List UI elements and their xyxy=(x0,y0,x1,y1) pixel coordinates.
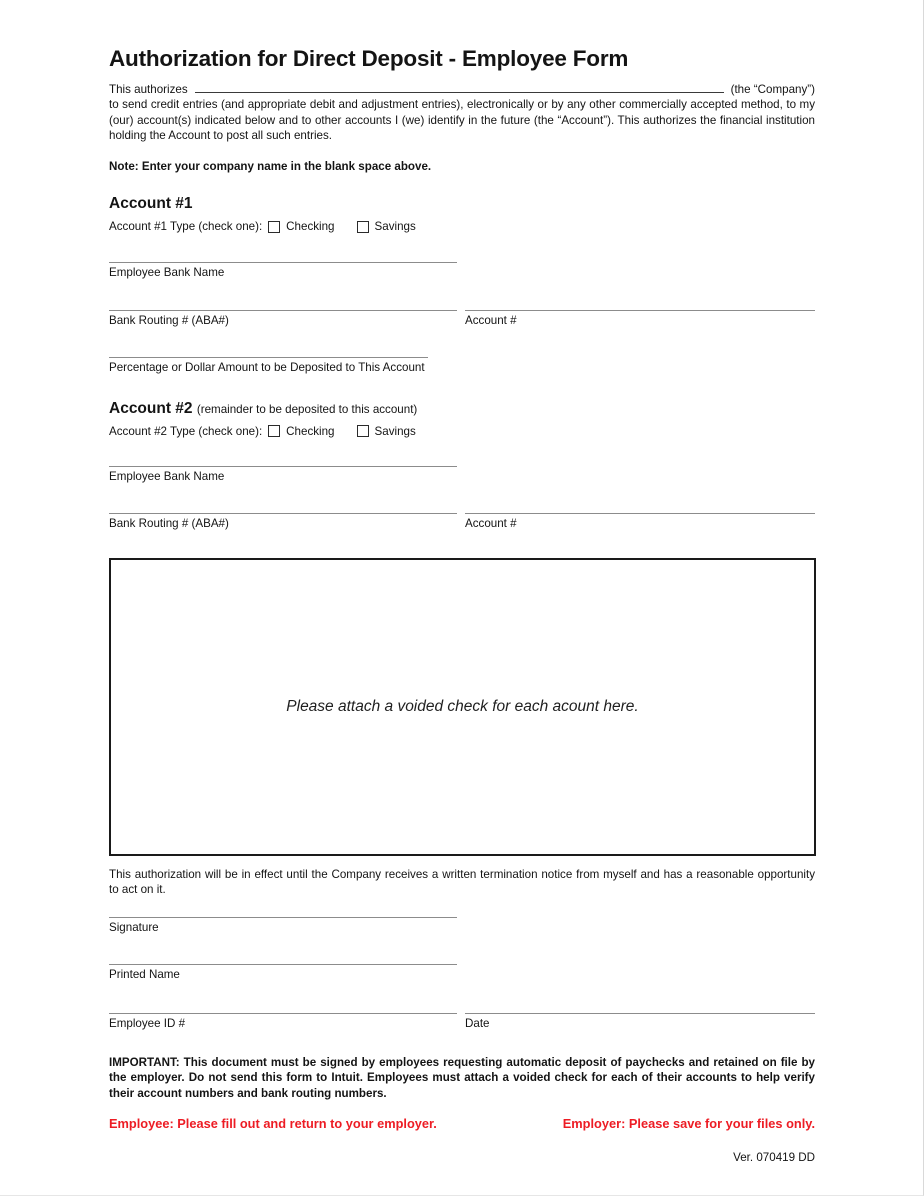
account1-bank-name-field xyxy=(109,262,457,280)
date-field xyxy=(465,1013,815,1031)
date-input-line[interactable] xyxy=(465,1013,815,1014)
account1-account-number-field xyxy=(465,310,815,328)
important-paragraph: IMPORTANT: This document must be signed by employees requesting automatic deposit of paychecks and retained on file by the employer. Do not send this form to Intuit. Employees must attach a voided check for each of their accounts to help verify their account numbers and bank routing numbers. xyxy=(109,1055,815,1100)
employee-id-field xyxy=(109,1013,457,1031)
signature-input-line[interactable] xyxy=(109,917,457,918)
account1-checking-label: Checking xyxy=(286,220,335,234)
account1-routing-label: Bank Routing # (ABA#) xyxy=(109,313,229,327)
signature-field xyxy=(109,917,457,935)
account1-routing-input-line[interactable] xyxy=(109,310,457,311)
account1-amount-input-line[interactable] xyxy=(109,357,428,358)
page-title: Authorization for Direct Deposit - Employee Form xyxy=(109,46,629,71)
account2-heading xyxy=(109,400,815,418)
account1-amount-field xyxy=(109,357,428,375)
account1-routing-field xyxy=(109,310,457,328)
printed-name-input-line[interactable] xyxy=(109,964,457,965)
account1-savings-checkbox[interactable] xyxy=(357,221,369,233)
intro-suffix: (the “Company”) xyxy=(730,83,815,96)
account2-bank-name-input-line[interactable] xyxy=(109,466,457,467)
form-content xyxy=(109,0,815,1166)
account2-routing-account-row xyxy=(109,513,815,531)
date-label: Date xyxy=(465,1016,490,1030)
printed-name-field xyxy=(109,964,457,982)
account2-account-number-label: Account # xyxy=(465,517,517,531)
footer-notes xyxy=(109,1116,815,1131)
authorization-paragraph: This authorization will be in effect until the Company receives a written termination notice from myself and has a reasonable opportunity to act on it. xyxy=(109,867,815,897)
account2-type-row xyxy=(109,424,815,439)
account1-bank-name-label: Employee Bank Name xyxy=(109,266,225,280)
account2-checking-checkbox[interactable] xyxy=(268,425,280,437)
signature-label: Signature xyxy=(109,920,159,934)
company-name-row xyxy=(109,81,815,97)
account2-account-number-field xyxy=(465,513,815,531)
account2-heading-note: (remainder to be deposited to this account) xyxy=(196,402,418,416)
account1-checking-checkbox[interactable] xyxy=(268,221,280,233)
company-name-input-line[interactable] xyxy=(195,81,724,93)
intro-paragraph: to send credit entries (and appropriate debit and adjustment entries), electronically or by any other commercially accepted method, to my (our) account(s) indicated below and to other accounts I (we) identify in the future (the “Account”). This authorizes the financial institution holding the Account to post all such entries. xyxy=(109,98,815,143)
account2-bank-name-label: Employee Bank Name xyxy=(109,470,225,484)
employer-instruction: Employer: Please save for your files only. xyxy=(562,1116,815,1132)
account1-account-number-input-line[interactable] xyxy=(465,310,815,311)
employee-instruction: Employee: Please fill out and return to your employer. xyxy=(109,1116,437,1132)
version-label: Ver. 070419 DD xyxy=(733,1151,815,1165)
account2-routing-field xyxy=(109,513,457,531)
printed-name-label: Printed Name xyxy=(109,968,180,982)
employee-id-input-line[interactable] xyxy=(109,1013,457,1014)
account1-type-row xyxy=(109,219,815,234)
voided-check-instruction: Please attach a voided check for each acount here. xyxy=(286,697,639,715)
account2-routing-label: Bank Routing # (ABA#) xyxy=(109,517,229,531)
account1-type-label: Account #1 Type (check one): xyxy=(109,220,263,234)
account1-amount-label: Percentage or Dollar Amount to be Deposited to This Account xyxy=(109,361,425,375)
employee-id-label: Employee ID # xyxy=(109,1016,186,1030)
account2-routing-input-line[interactable] xyxy=(109,513,457,514)
account1-routing-account-row xyxy=(109,310,815,328)
account2-savings-checkbox[interactable] xyxy=(357,425,369,437)
intro-prefix: This authorizes xyxy=(109,83,188,96)
account2-bank-name-field xyxy=(109,466,457,484)
account2-checking-label: Checking xyxy=(286,424,335,438)
company-name-note: Note: Enter your company name in the blank space above. xyxy=(109,159,432,173)
account1-heading: Account #1 xyxy=(109,195,193,213)
account1-savings-label: Savings xyxy=(374,220,416,234)
employee-id-date-row xyxy=(109,1013,815,1031)
account2-savings-label: Savings xyxy=(374,424,416,438)
account2-heading-text: Account #2 xyxy=(109,399,193,417)
account2-type-label: Account #2 Type (check one): xyxy=(109,424,263,438)
voided-check-attachment-area xyxy=(109,558,816,856)
account1-bank-name-input-line[interactable] xyxy=(109,262,457,263)
account1-account-number-label: Account # xyxy=(465,313,517,327)
account2-account-number-input-line[interactable] xyxy=(465,513,815,514)
